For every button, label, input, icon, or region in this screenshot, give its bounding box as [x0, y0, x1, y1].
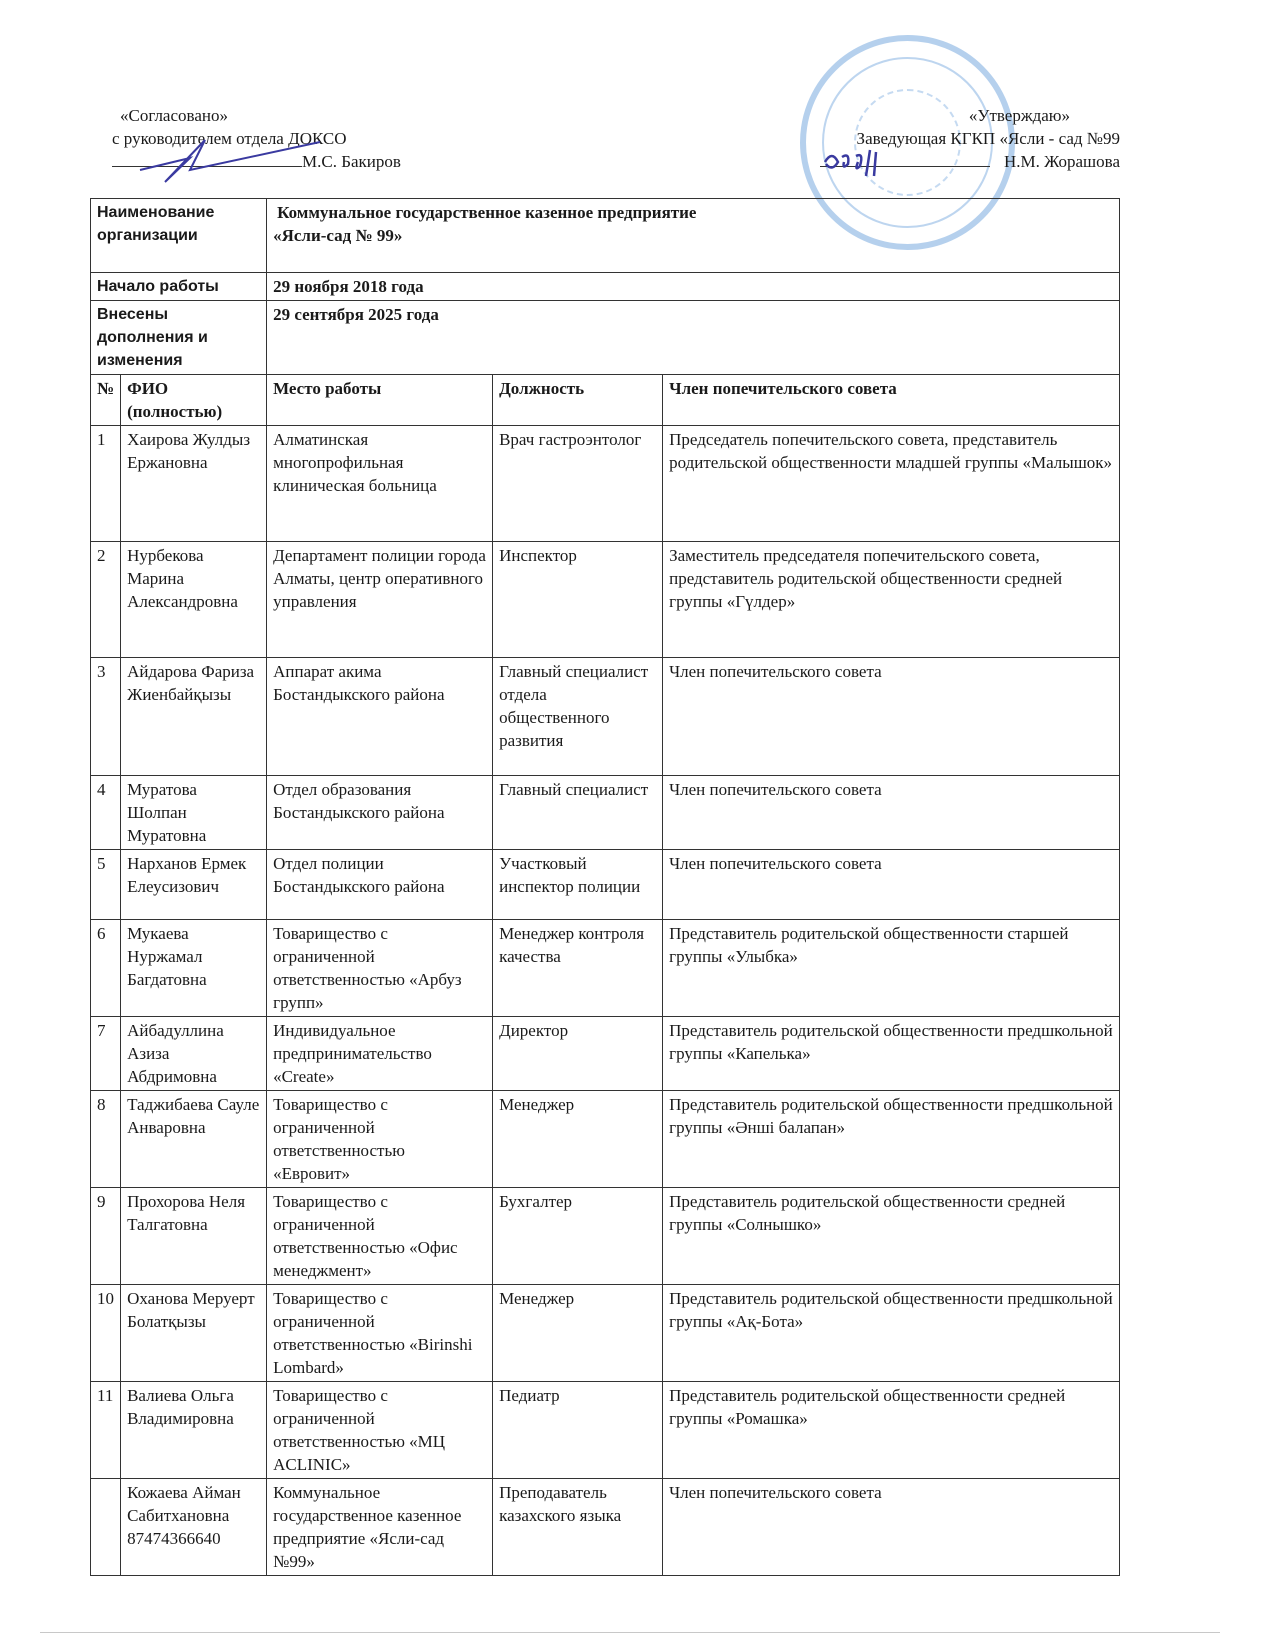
row-num: 9	[91, 1188, 121, 1285]
table-row	[91, 426, 1120, 542]
approval-agreed-line: с руководителем отдела ДОКСО	[112, 129, 347, 148]
table-row	[91, 1285, 1120, 1382]
row-position: Менеджер	[493, 1091, 663, 1188]
row-num: 11	[91, 1382, 121, 1479]
start-label: Начало работы	[91, 273, 267, 301]
row-num: 10	[91, 1285, 121, 1382]
row-num: 8	[91, 1091, 121, 1188]
table-row	[91, 1382, 1120, 1479]
row-num: 6	[91, 920, 121, 1017]
row-workplace: Индивидуальное предпринимательство «Create»	[267, 1017, 493, 1091]
row-position: Бухгалтер	[493, 1188, 663, 1285]
row-position: Директор	[493, 1017, 663, 1091]
row-role: Заместитель председателя попечительского совета, представитель родительской общественности средней группы «Гүлдер»	[663, 542, 1120, 658]
table-row	[91, 776, 1120, 850]
row-workplace: Товарищество с ограниченной ответственностью «Birinshi Lombard»	[267, 1285, 493, 1382]
row-name: Кожаева Айман Сабитхановна 87474366640	[121, 1479, 267, 1576]
approval-approved-title: «Утверждаю»	[968, 106, 1070, 125]
info-row-start	[91, 273, 1120, 301]
row-num	[91, 1479, 121, 1576]
row-position: Менеджер контроля качества	[493, 920, 663, 1017]
row-workplace: Отдел полиции Бостандыкского района	[267, 850, 493, 920]
table-row	[91, 658, 1120, 776]
row-position: Педиатр	[493, 1382, 663, 1479]
row-name: Айдарова Фариза Жиенбайқызы	[121, 658, 267, 776]
row-role: Председатель попечительского совета, представитель родительской общественности младшей группы «Малышок»	[663, 426, 1120, 542]
table-header-row	[91, 375, 1120, 426]
org-value	[267, 199, 1120, 273]
row-num: 5	[91, 850, 121, 920]
row-role: Представитель родительской общественности предшкольной группы «Капелька»	[663, 1017, 1120, 1091]
approval-agreed-title: «Согласовано»	[120, 106, 228, 125]
row-name: Таджибаева Сауле Анваровна	[121, 1091, 267, 1188]
header-position: Должность	[493, 375, 663, 426]
approval-block-agreed	[112, 104, 401, 173]
row-role: Представитель родительской общественности предшкольной группы «Әнші балапан»	[663, 1091, 1120, 1188]
signature-line	[820, 150, 990, 167]
row-name: Айбадуллина Азиза Абдримовна	[121, 1017, 267, 1091]
row-position: Преподаватель казахского языка	[493, 1479, 663, 1576]
row-workplace: Товарищество с ограниченной ответственностью «Евровит»	[267, 1091, 493, 1188]
row-name: Мукаева Нуржамал Багдатовна	[121, 920, 267, 1017]
approval-approved-signatory: Н.М. Жорашова	[1004, 152, 1120, 171]
row-role: Член попечительского совета	[663, 1479, 1120, 1576]
row-role: Представитель родительской общественности старшей группы «Улыбка»	[663, 920, 1120, 1017]
row-workplace: Аппарат акима Бостандыкского района	[267, 658, 493, 776]
header-name: ФИО (полностью)	[121, 375, 267, 426]
start-value: 29 ноября 2018 года	[267, 273, 1120, 301]
org-value-line1: Коммунальное государственное казенное предприятие	[277, 203, 697, 222]
row-num: 4	[91, 776, 121, 850]
header-workplace: Место работы	[267, 375, 493, 426]
row-name: Прохорова Неля Талгатовна	[121, 1188, 267, 1285]
row-workplace: Алматинская многопрофильная клиническая больница	[267, 426, 493, 542]
table-row	[91, 1188, 1120, 1285]
row-position: Участковый инспектор полиции	[493, 850, 663, 920]
header-num: №	[91, 375, 121, 426]
table-row	[91, 920, 1120, 1017]
row-position: Врач гастроэнтолог	[493, 426, 663, 542]
info-row-changes	[91, 301, 1120, 375]
signature-line	[112, 150, 302, 167]
row-role: Член попечительского совета	[663, 776, 1120, 850]
row-workplace: Товарищество с ограниченной ответственностью «Арбуз групп»	[267, 920, 493, 1017]
row-workplace: Департамент полиции города Алматы, центр оперативного управления	[267, 542, 493, 658]
row-name: Нарханов Ермек Елеусизович	[121, 850, 267, 920]
org-label: Наименование организации	[91, 199, 267, 273]
row-role: Представитель родительской общественности средней группы «Солнышко»	[663, 1188, 1120, 1285]
row-workplace: Коммунальное государственное казенное предприятие «Ясли-сад №99»	[267, 1479, 493, 1576]
table-row	[91, 1479, 1120, 1576]
org-value-line2: «Ясли-сад № 99»	[273, 226, 403, 245]
table-row	[91, 1017, 1120, 1091]
row-num: 1	[91, 426, 121, 542]
row-workplace: Отдел образования Бостандыкского района	[267, 776, 493, 850]
table-row	[91, 850, 1120, 920]
changes-value: 29 сентября 2025 года	[267, 301, 1120, 375]
row-name: Хаирова Жулдыз Ержановна	[121, 426, 267, 542]
row-role: Представитель родительской общественности предшкольной группы «Ақ-Бота»	[663, 1285, 1120, 1382]
row-position: Менеджер	[493, 1285, 663, 1382]
row-name: Валиева Ольга Владимировна	[121, 1382, 267, 1479]
header-role: Член попечительского совета	[663, 375, 1120, 426]
row-num: 3	[91, 658, 121, 776]
row-num: 7	[91, 1017, 121, 1091]
trustees-table	[90, 198, 1120, 1576]
row-role: Член попечительского совета	[663, 658, 1120, 776]
row-position: Главный специалист	[493, 776, 663, 850]
row-role: Представитель родительской общественности средней группы «Ромашка»	[663, 1382, 1120, 1479]
approval-agreed-signatory: М.С. Бакиров	[302, 152, 401, 171]
row-position: Инспектор	[493, 542, 663, 658]
row-workplace: Товарищество с ограниченной ответственностью «Офис менеджмент»	[267, 1188, 493, 1285]
page-bottom-divider	[40, 1632, 1220, 1633]
info-row-organization	[91, 199, 1120, 273]
row-workplace: Товарищество с ограниченной ответственностью «МЦ ACLINIC»	[267, 1382, 493, 1479]
row-name: Нурбекова Марина Александровна	[121, 542, 267, 658]
table-row	[91, 542, 1120, 658]
row-role: Член попечительского совета	[663, 850, 1120, 920]
table-row	[91, 1091, 1120, 1188]
approval-approved-line: Заведующая КГКП «Ясли - сад №99	[856, 129, 1120, 148]
changes-label: Внесены дополнения и изменения	[91, 301, 267, 375]
row-name: Оханова Меруерт Болатқызы	[121, 1285, 267, 1382]
row-position: Главный специалист отдела общественного развития	[493, 658, 663, 776]
row-name: Муратова Шолпан Муратовна	[121, 776, 267, 850]
approval-block-approved	[780, 104, 1120, 173]
row-num: 2	[91, 542, 121, 658]
